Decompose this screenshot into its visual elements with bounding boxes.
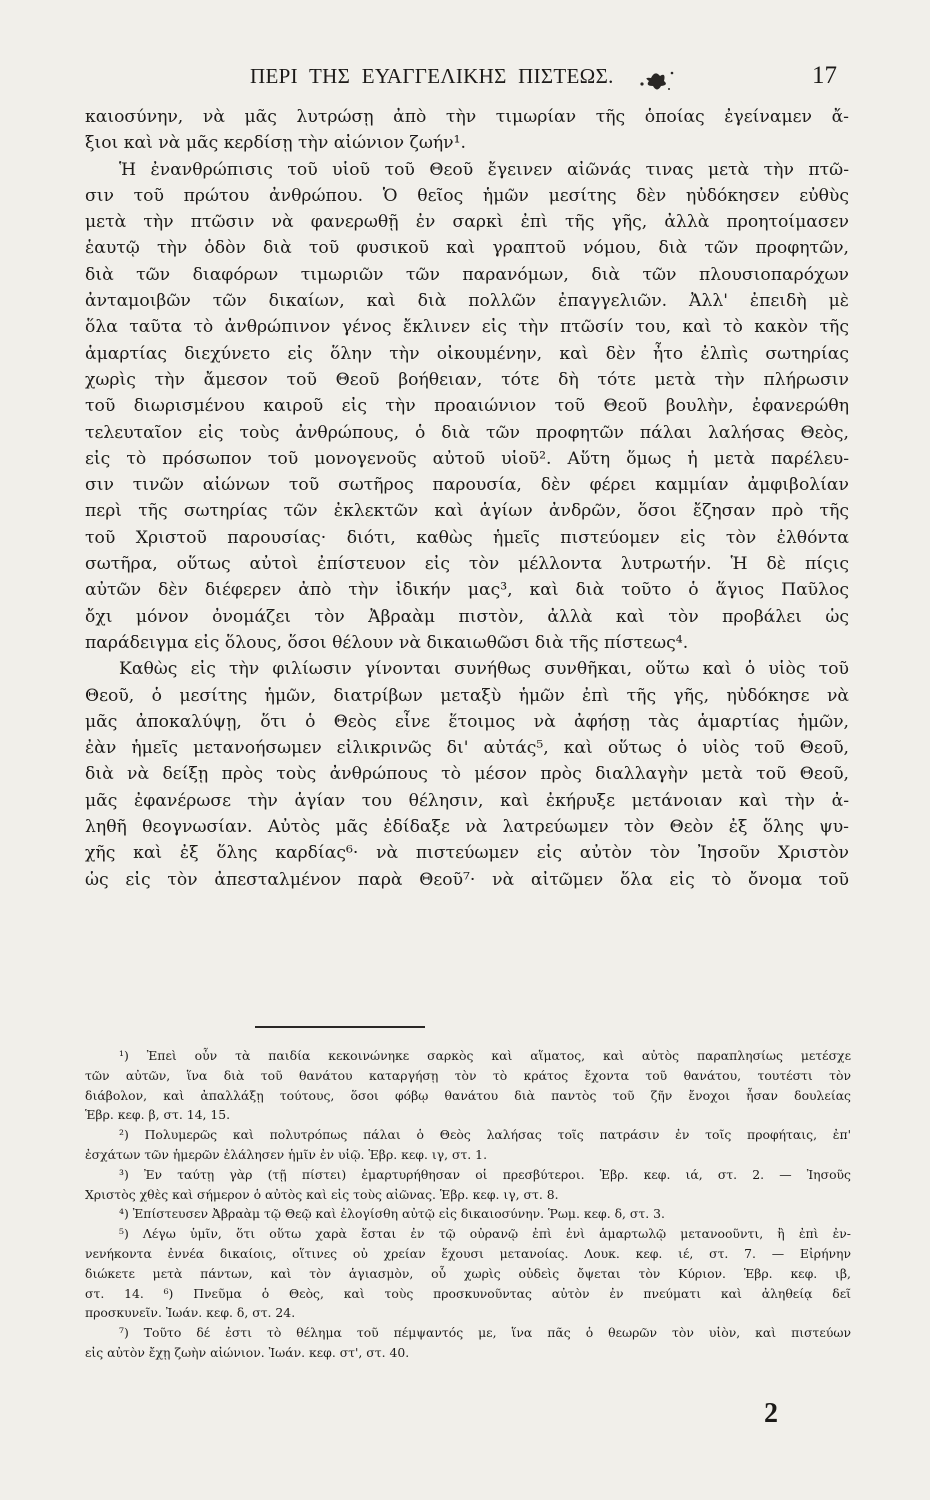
text-line: ληθῆ θεογνωσίαν. Αὐτὸς μᾶς ἐδίδαξε νὰ λατρεύωμεν τὸν Θεὸν ἐξ ὅλης ψυ- bbox=[85, 817, 849, 838]
text-line: ἑαυτῷ τὴν ὁδὸν διὰ τοῦ φυσικοῦ καὶ γραπτοῦ νόμου, διὰ τῶν προφητῶν, bbox=[85, 238, 849, 259]
footnote-line: στ. 14. ⁶) Πνεῦμα ὁ Θεὸς, καὶ τοὺς προσκυνοῦντας αὐτὸν ἐν πνεύματι καὶ ἀληθείᾳ δεῖ bbox=[85, 1285, 851, 1301]
text-line: διὰ τῶν διαφόρων τιμωριῶν τῶν παρανόμων, διὰ τῶν πλουσιοπαρόχων bbox=[85, 264, 849, 285]
footnote-line: ἐσχάτων τῶν ἡμερῶν ἐλάλησεν ἡμῖν ἐν υἱῷ. Ἑβρ. κεφ. ιγ, στ. 1. bbox=[85, 1146, 488, 1162]
footnote-line: Χριστὸς χθὲς καὶ σήμερον ὁ αὐτὸς καὶ εἰς τοὺς αἰῶνας. Ἑβρ. κεφ. ιγ, στ. 8. bbox=[85, 1186, 559, 1202]
text-line: σωτῆρα, οὕτως αὐτοὶ ἐπίστευον εἰς τὸν μέλλοντα λυτρωτήν. Ἡ δὲ πίςις bbox=[85, 554, 849, 575]
page-header bbox=[0, 62, 930, 98]
text-line: μᾶς ἐφανέρωσε τὴν ἁγίαν του θέλησιν, καὶ ἐκήρυξε μετάνοιαν καὶ τὴν ἀ- bbox=[85, 790, 849, 811]
text-line: καιοσύνην, νὰ μᾶς λυτρώσῃ ἀπὸ τὴν τιμωρίαν τῆς ὁποίας ἐγείναμεν ἄ- bbox=[85, 107, 849, 127]
text-line: ἁμαρτίας διεχύνετο εἰς ὅλην τὴν οἰκουμένην, καὶ δὲν ἦτο ἐλπὶς σωτηρίας bbox=[85, 343, 849, 364]
text-line: σιν τοῦ πρώτου ἀνθρώπου. Ὁ θεῖος ἡμῶν μεσίτης δὲν ηὐδόκησεν εὐθὺς bbox=[85, 185, 849, 206]
text-line: τοῦ Χριστοῦ παρουσίας· διότι, καθὼς ἡμεῖς πιστεύομεν εἰς τὸν ἐλθόντα bbox=[85, 527, 849, 548]
text-line: Καθὼς εἰς τὴν φιλίωσιν γίνονται συνήθως συνθῆκαι, οὕτω καὶ ὁ υἱὸς τοῦ bbox=[119, 659, 849, 680]
text-line: διὰ νὰ δείξῃ πρὸς τοὺς ἀνθρώπους τὸ μέσον πρὸς διαλλαγὴν μετὰ τοῦ Θεοῦ, bbox=[85, 764, 849, 785]
text-line: περὶ τῆς σωτηρίας τῶν ἐκλεκτῶν καὶ ἁγίων ἀνδρῶν, ὅσοι ἔζησαν πρὸ τῆς bbox=[85, 501, 849, 522]
text-line: ξιοι καὶ νὰ μᾶς κερδίσῃ τὴν αἰώνιον ζωήν¹. bbox=[85, 133, 466, 154]
signature-mark: 2 bbox=[764, 1398, 778, 1429]
footnote-line: ²) Πολυμερῶς καὶ πολυτρόπως πάλαι ὁ Θεὸς λαλήσας τοῖς πατράσιν ἐν τοῖς προφήταις, ἐπ' bbox=[119, 1127, 851, 1143]
main-text bbox=[85, 104, 849, 893]
footnote-line: εἰς αὐτὸν ἔχῃ ζωὴν αἰώνιον. Ἰωάν. κεφ. στ', στ. 40. bbox=[85, 1344, 410, 1360]
text-line: αὐτῶν δὲν διέφερεν ἀπὸ τὴν ἰδικήν μας³, καὶ διὰ τοῦτο ὁ ἅγιος Παῦλος bbox=[85, 580, 849, 601]
footnote-line: τῶν αὐτῶν, ἵνα διὰ τοῦ θανάτου καταργήσῃ τὸν τὸ κράτος ἔχοντα τοῦ θανάτου, τουτέστι τὸν bbox=[85, 1067, 851, 1083]
text-line: Θεοῦ, ὁ μεσίτης ἡμῶν, διατρίβων μεταξὺ ἡμῶν ἐπὶ τῆς γῆς, ηὐδόκησε νὰ bbox=[85, 685, 849, 706]
text-line: εἰς τὸ πρόσωπον τοῦ μονογενοῦς αὐτοῦ υἱοῦ². Αὕτη ὅμως ἡ μετὰ παρέλευ- bbox=[85, 448, 849, 469]
footnote-line: προσκυνεῖν. Ἰωάν. κεφ. δ, στ. 24. bbox=[85, 1305, 296, 1321]
text-line: παράδειγμα εἰς ὅλους, ὅσοι θέλουν νὰ δικαιωθῶσι διὰ τῆς πίστεως⁴. bbox=[85, 632, 689, 653]
text-line: χωρὶς τὴν ἄμεσον τοῦ Θεοῦ βοήθειαν, τότε δὴ τότε μετὰ τὴν πλήρωσιν bbox=[85, 369, 849, 390]
text-line: Ἡ ἐνανθρώπισις τοῦ υἱοῦ τοῦ Θεοῦ ἔγεινεν αἰῶνάς τινας μετὰ τὴν πτῶ- bbox=[119, 159, 849, 180]
text-line: ὡς εἰς τὸν ἀπεσταλμένον παρὰ Θεοῦ⁷· νὰ αἰτῶμεν ὅλα εἰς τὸ ὄνομα τοῦ bbox=[85, 869, 849, 890]
text-line: ἀνταμοιβῶν τῶν δικαίων, καὶ διὰ πολλῶν ἐπαγγελιῶν. Ἀλλ' ἐπειδὴ μὲ bbox=[85, 291, 849, 312]
text-line: τελευταῖον εἰς τοὺς ἀνθρώπους, ὁ διὰ τῶν προφητῶν πάλαι λαλήσας Θεὸς, bbox=[85, 422, 849, 443]
text-line: μετὰ τὴν πτῶσιν νὰ φανερωθῇ ἐν σαρκὶ ἐπὶ τῆς γῆς, ἀλλὰ προητοίμασεν bbox=[85, 212, 849, 233]
footnote-line: διώκετε μετὰ πάντων, καὶ τὸν ἁγιασμὸν, οὗ χωρὶς οὐδεὶς ὄψεται τὸν Κύριον. Ἑβρ. κεφ. ιβ, bbox=[85, 1265, 851, 1281]
footnote-line: Ἑβρ. κεφ. β, στ. 14, 15. bbox=[85, 1107, 231, 1123]
footnote-line: ⁷) Τοῦτο δέ ἐστι τὸ θέλημα τοῦ πέμψαντός με, ἵνα πᾶς ὁ θεωρῶν τὸν υἱὸν, καὶ πιστεύων bbox=[119, 1325, 851, 1341]
footnote-line: ⁵) Λέγω ὑμῖν, ὅτι οὕτω χαρὰ ἔσται ἐν τῷ οὐρανῷ ἐπὶ ἑνὶ ἁμαρτωλῷ μετανοοῦντι, ἢ ἐπὶ ἐν- bbox=[119, 1226, 851, 1242]
text-line: μᾶς ἀποκαλύψῃ, ὅτι ὁ Θεὸς εἶνε ἕτοιμος νὰ ἀφήσῃ τὰς ἁμαρτίας ἡμῶν, bbox=[85, 711, 849, 732]
text-line: ὅλα ταῦτα τὸ ἀνθρώπινον γένος ἔκλινεν εἰς τὴν πτῶσίν του, καὶ τὸ κακὸν τῆς bbox=[85, 317, 849, 338]
footnote-line: ¹) Ἐπεὶ οὖν τὰ παιδία κεκοινώνηκε σαρκὸς καὶ αἵματος, καὶ αὐτὸς παραπλησίως μετέσχε bbox=[119, 1048, 851, 1063]
footnote-line: νενήκοντα ἐννέα δικαίοις, οἵτινες οὐ χρείαν ἔχουσι μετανοίας. Λουκ. κεφ. ιέ, στ. 7. — Εἰρήνην bbox=[85, 1245, 851, 1261]
text-line: ἐὰν ἡμεῖς μετανοήσωμεν εἰλικρινῶς δι' αὐτάς⁵, καὶ οὕτως ὁ υἱὸς τοῦ Θεοῦ, bbox=[85, 738, 849, 759]
footnote-line: διάβολον, καὶ ἀπαλλάξῃ τούτους, ὅσοι φόβῳ θανάτου διὰ παντὸς τοῦ ζῆν ἔνοχοι ἦσαν δουλείας bbox=[85, 1087, 851, 1103]
ink-blot-icon bbox=[633, 64, 679, 94]
footnote-line: ³) Ἐν ταύτῃ γὰρ (τῇ πίστει) ἐμαρτυρήθησαν οἱ πρεσβύτεροι. Ἑβρ. κεφ. ιά, στ. 2. — Ἰησοῦς bbox=[119, 1166, 851, 1182]
running-title: ΠΕΡΙ ΤΗΣ ΕΥΑΓΓΕΛΙΚΗΣ ΠΙΣΤΕΩΣ. bbox=[250, 64, 614, 88]
text-line: τοῦ διωρισμένου καιροῦ εἰς τὴν προαιώνιον τοῦ Θεοῦ βουλὴν, ἐφανερώθη bbox=[85, 396, 849, 417]
footnote-divider bbox=[255, 1026, 425, 1028]
text-line: σιν τινῶν αἰώνων τοῦ σωτῆρος παρουσία, δὲν φέρει καμμίαν ἀμφιβολίαν bbox=[85, 475, 849, 496]
page-number: 17 bbox=[812, 62, 837, 89]
text-line: χῆς καὶ ἐξ ὅλης καρδίας⁶· νὰ πιστεύωμεν εἰς αὐτὸν τὸν Ἰησοῦν Χριστὸν bbox=[85, 843, 849, 864]
text-line: ὄχι μόνον ὀνομάζει τὸν Ἀβραὰμ πιστὸν, ἀλλὰ καὶ τὸν προβάλει ὡς bbox=[85, 606, 849, 627]
footnotes bbox=[85, 1046, 851, 1363]
footnote-line: ⁴) Ἐπίστευσεν Ἀβραὰμ τῷ Θεῷ καὶ ἐλογίσθη αὐτῷ εἰς δικαιοσύνην. Ῥωμ. κεφ. δ, στ. 3. bbox=[119, 1206, 665, 1222]
